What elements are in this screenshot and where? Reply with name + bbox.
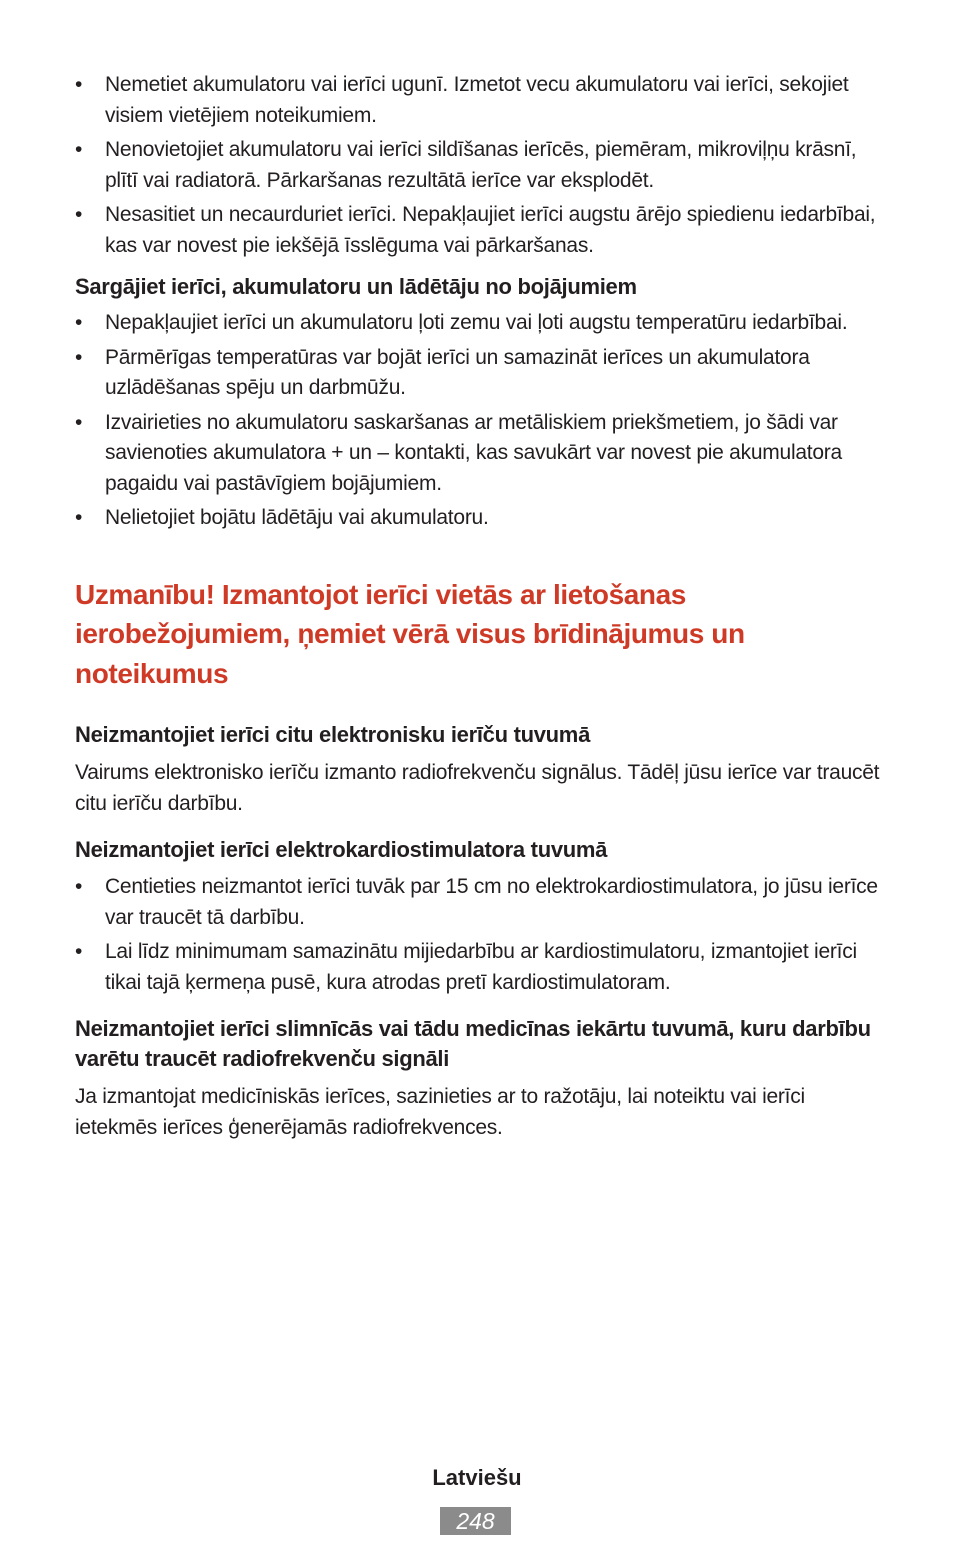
page-number: 248: [440, 1507, 511, 1535]
electronics-text: Vairums elektronisko ierīču izmanto radiofrekvenču signālus. Tādēļ jūsu ierīce var traucēt citu ierīču darbību.: [75, 761, 880, 815]
protect-bullet-list: [75, 308, 880, 534]
list-item: • Nelietojiet bojātu lādētāju vai akumulatoru.: [75, 503, 880, 534]
section-heading-protect: Sargājiet ierīci, akumulatoru un lādētāju no bojājumiem: [75, 274, 637, 299]
manual-page: [75, 70, 880, 1143]
pacemaker-bullet-list: [75, 872, 880, 998]
hospital-text: Ja izmantojat medicīniskās ierīces, sazinieties ar to ražotāju, lai noteiktu vai ierīci ietekmēs ierīces ģenerējamās radiofrekvences.: [75, 1085, 805, 1139]
intro-bullet-list: [75, 70, 880, 261]
list-item: • Nepakļaujiet ierīci un akumulatoru ļoti zemu vai ļoti augstu temperatūru iedarbībai.: [75, 308, 880, 339]
list-item: • Centieties neizmantot ierīci tuvāk par 15 cm no elektrokardiostimulatora, jo jūsu ierīce var traucēt tā darbību.: [75, 872, 880, 933]
list-item: • Nenovietojiet akumulatoru vai ierīci sildīšanas ierīcēs, piemēram, mikroviļņu krāsnī, plītī vai radiatorā. Pārkaršanas rezultātā ierīce var eksplodēt.: [75, 135, 880, 196]
section-heading-electronics: Neizmantojiet ierīci citu elektronisku ierīču tuvumā: [75, 722, 591, 747]
footer-language: Latviešu: [432, 1465, 522, 1490]
list-item: • Nesasitiet un necaurduriet ierīci. Nepakļaujiet ierīci augstu ārējo spiedienu iedarbībai, kas var novest pie iekšējā īsslēguma vai pārkaršanas.: [75, 200, 880, 261]
list-item: • Pārmērīgas temperatūras var bojāt ierīci un samazināt ierīces un akumulatora uzlādēšanas spēju un darbmūžu.: [75, 343, 880, 404]
section-heading-pacemaker: Neizmantojiet ierīci elektrokardiostimulatora tuvumā: [75, 837, 608, 862]
list-item: • Nemetiet akumulatoru vai ierīci ugunī. Izmetot vecu akumulatoru vai ierīci, sekojiet visiem vietējiem noteikumiem.: [75, 70, 880, 131]
section-heading-hospital: Neizmantojiet ierīci slimnīcās vai tādu medicīnas iekārtu tuvumā, kuru darbību varētu traucēt radiofrekvenču signāli: [75, 1016, 871, 1071]
caution-heading: Uzmanību! Izmantojot ierīci vietās ar lietošanas ierobežojumiem, ņemiet vērā visus brīdinājumus un noteikumus: [75, 578, 745, 689]
list-item: • Izvairieties no akumulatoru saskaršanas ar metāliskiem priekšmetiem, jo šādi var savienoties akumulatora + un – kontakti, kas savukārt var novest pie akumulatora pagaidu vai pastāvīgiem bojājumiem.: [75, 408, 880, 500]
list-item: • Lai līdz minimumam samazinātu mijiedarbību ar kardiostimulatoru, izmantojiet ierīci tikai tajā ķermeņa pusē, kura atrodas pretī kardiostimulatoram.: [75, 937, 880, 998]
